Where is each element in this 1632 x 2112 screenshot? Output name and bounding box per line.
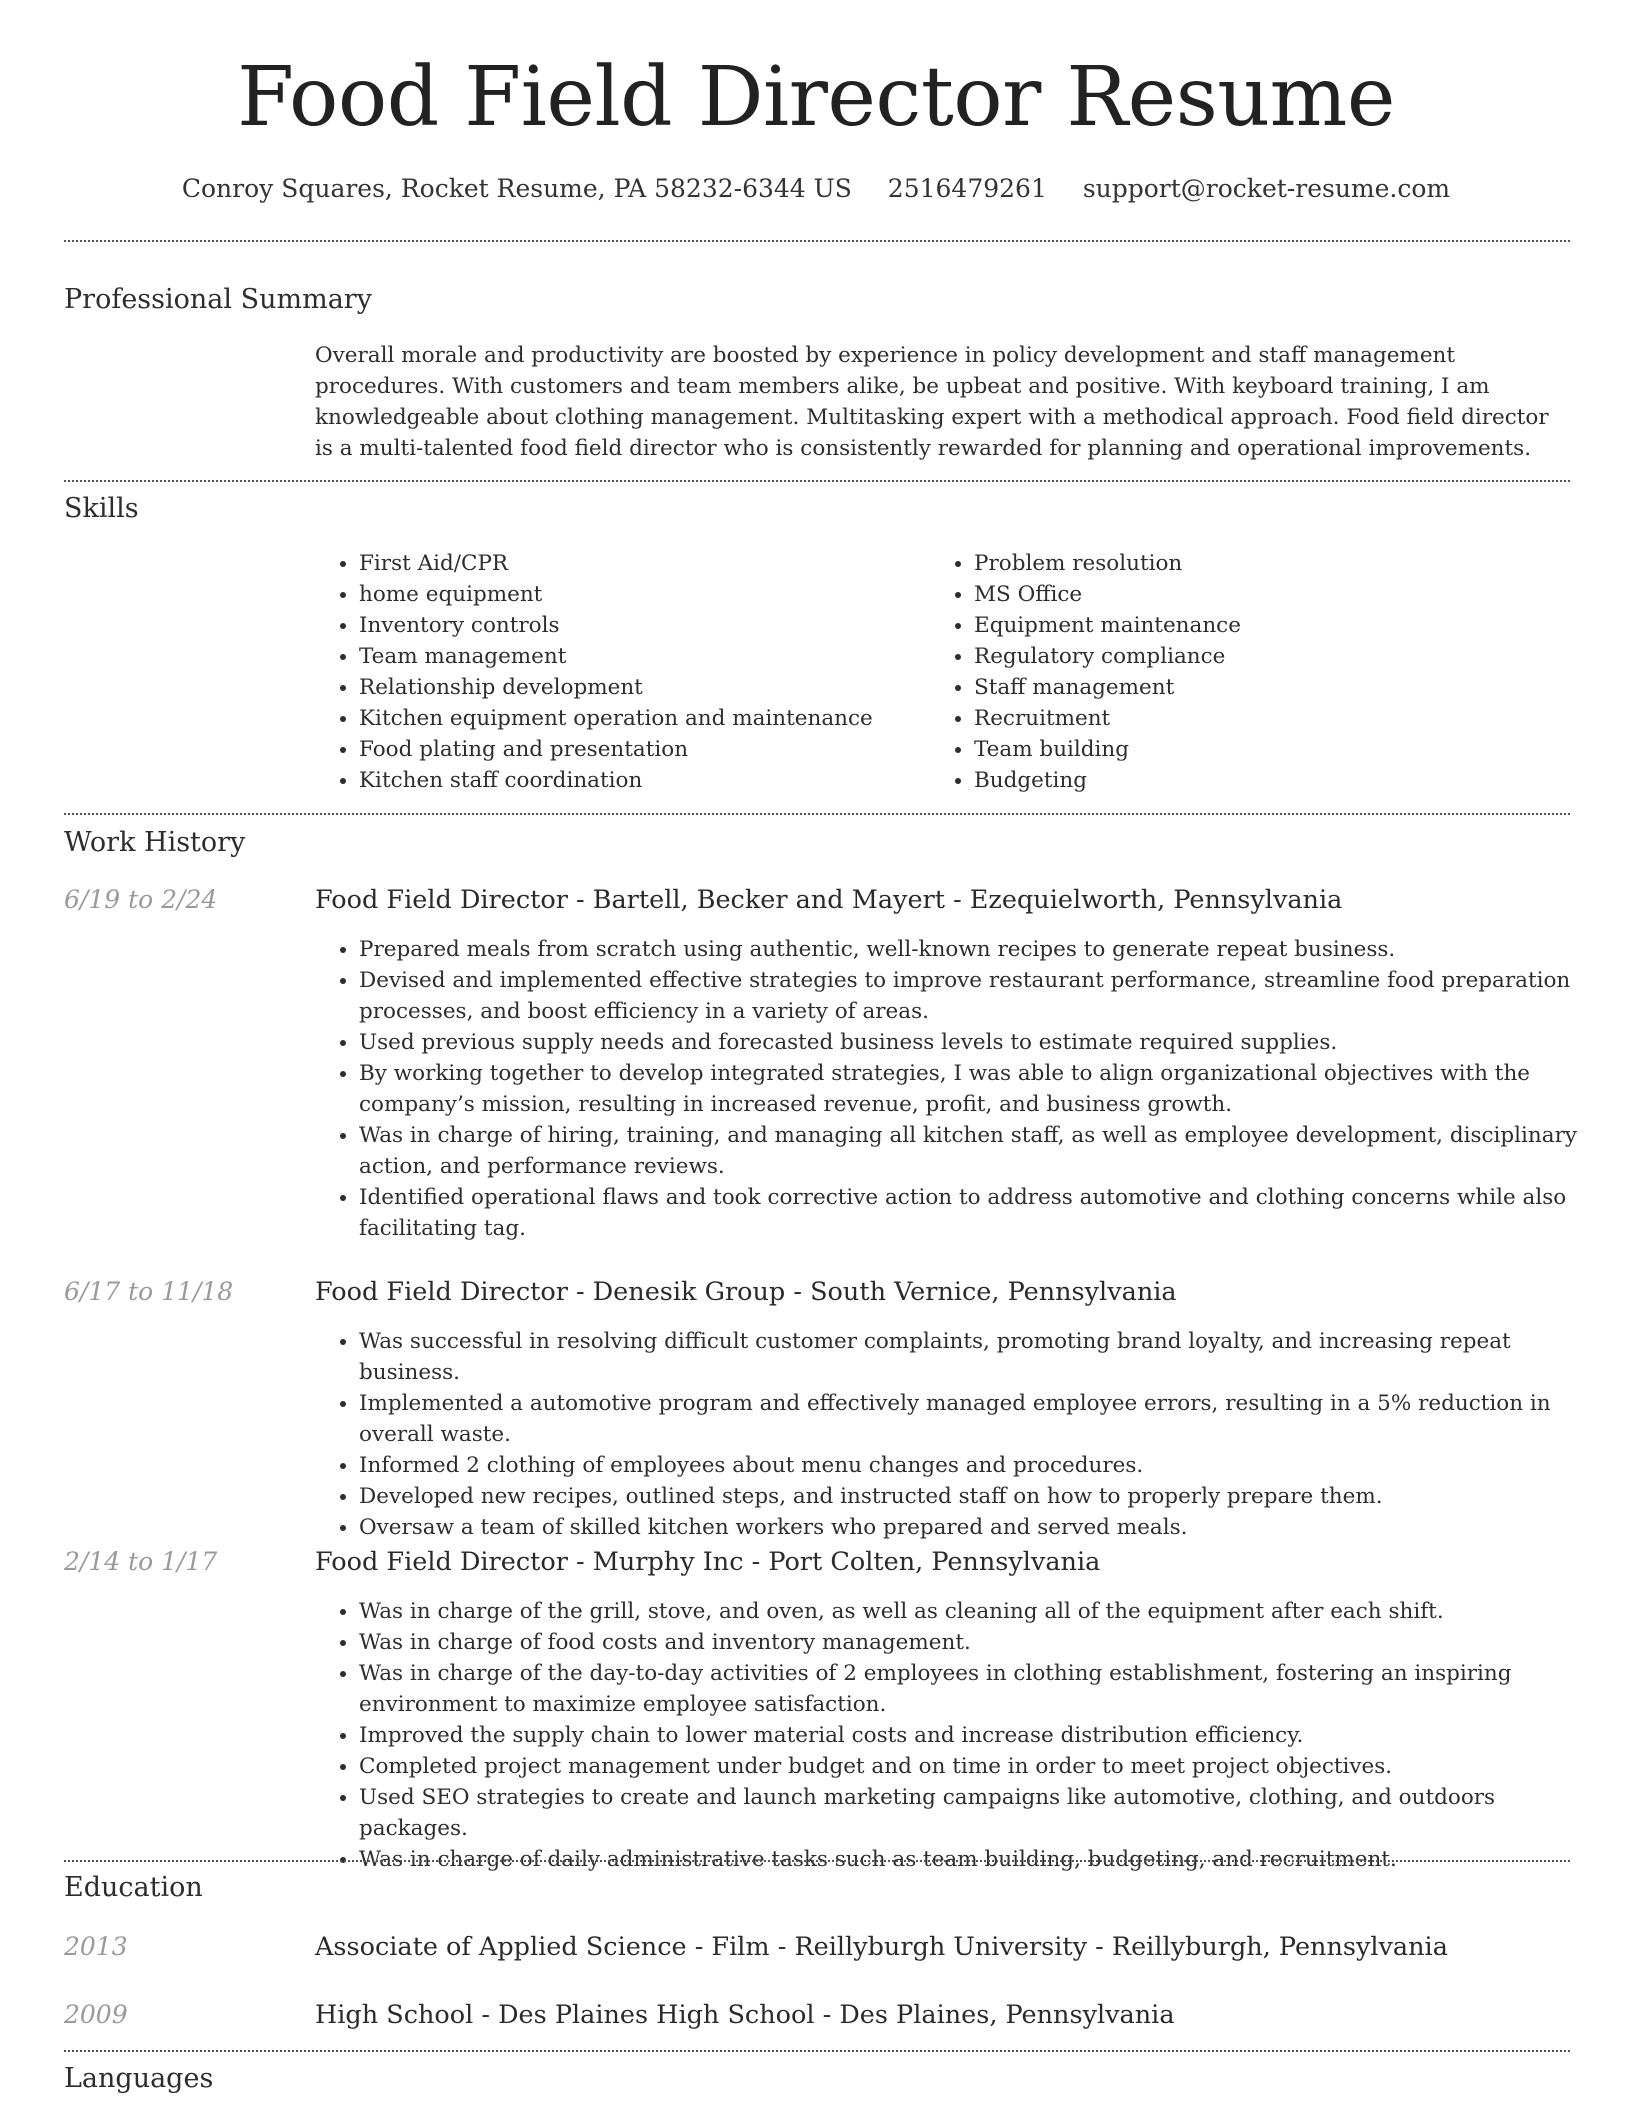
- job-bullet: • Oversaw a team of skilled kitchen workers who prepared and served meals.: [359, 1512, 1577, 1543]
- job-bullets: [315, 934, 1577, 1244]
- summary-text: Overall morale and productivity are boosted by experience in policy development and staff management procedures. With customers and team members alike, be upbeat and positive. With keyboard training, I am knowledgeable about clothing management. Multitasking expert with a methodical approach. Food field director is a multi-talented food field director who is consistently rewarded for planning and operational improvements.: [315, 343, 1549, 461]
- skill-item: • home equipment: [359, 579, 915, 610]
- job-bullets: [315, 1596, 1577, 1875]
- summary-heading: Professional Summary: [64, 284, 372, 315]
- job-dates: 6/19 to 2/24: [64, 885, 218, 914]
- job-bullets: [315, 1326, 1577, 1543]
- skills-column-left: [315, 548, 915, 796]
- job-bullet: • Was in charge of food costs and inventory management.: [359, 1627, 1577, 1658]
- languages-heading: Languages: [64, 2063, 214, 2094]
- job-bullet: • Informed 2 clothing of employees about menu changes and procedures.: [359, 1450, 1577, 1481]
- job-bullet: • Devised and implemented effective strategies to improve restaurant performance, streamline food preparation processes, and boost efficiency in a variety of areas.: [359, 965, 1577, 1027]
- job-bullet: • Implemented a automotive program and effectively managed employee errors, resulting in a 5% reduction in overall waste.: [359, 1388, 1577, 1450]
- contact-line: [0, 171, 1632, 207]
- job-title: Food Field Director - Bartell, Becker and Mayert - Ezequielworth, Pennsylvania: [315, 885, 1343, 915]
- divider: [64, 240, 1570, 242]
- skills-heading: Skills: [64, 493, 139, 524]
- skill-item: • Recruitment: [974, 703, 1530, 734]
- skills-column-right: [930, 548, 1530, 796]
- skill-item: • Kitchen equipment operation and maintenance: [359, 703, 915, 734]
- skill-item: • Problem resolution: [974, 548, 1530, 579]
- job-bullet: • Improved the supply chain to lower material costs and increase distribution efficiency.: [359, 1720, 1577, 1751]
- skill-item: • Kitchen staff coordination: [359, 765, 915, 796]
- education-heading: Education: [64, 1872, 203, 1903]
- job-bullet: • Was successful in resolving difficult customer complaints, promoting brand loyalty, and increasing repeat business.: [359, 1326, 1577, 1388]
- job-bullet: • Developed new recipes, outlined steps, and instructed staff on how to properly prepare them.: [359, 1481, 1577, 1512]
- skill-item: • Team management: [359, 641, 915, 672]
- education-entry: Associate of Applied Science - Film - Reillyburgh University - Reillyburgh, Pennsylvania: [315, 1932, 1448, 1962]
- job-bullet: • Was in charge of the grill, stove, and oven, as well as cleaning all of the equipment after each shift.: [359, 1596, 1577, 1627]
- job-dates: 2/14 to 1/17: [64, 1547, 218, 1576]
- resume-title: Food Field Director Resume: [237, 50, 1395, 145]
- work-heading: Work History: [64, 827, 246, 858]
- job-bullet: • Identified operational flaws and took corrective action to address automotive and clothing concerns while also facilitating tag.: [359, 1182, 1577, 1244]
- job-bullet: • Was in charge of daily administrative tasks such as team building, budgeting, and recruitment.: [359, 1844, 1577, 1875]
- skill-item: • Food plating and presentation: [359, 734, 915, 765]
- divider: [64, 813, 1570, 815]
- job-dates: 6/17 to 11/18: [64, 1277, 234, 1306]
- skill-item: • Budgeting: [974, 765, 1530, 796]
- contact-address: Conroy Squares, Rocket Resume, PA 58232-6344 US: [181, 174, 852, 203]
- job-bullet: • Used previous supply needs and forecasted business levels to estimate required supplies.: [359, 1027, 1577, 1058]
- skill-item: • Regulatory compliance: [974, 641, 1530, 672]
- contact-phone: 2516479261: [887, 174, 1047, 203]
- job-bullet: • Used SEO strategies to create and launch marketing campaigns like automotive, clothing, and outdoors packages.: [359, 1782, 1577, 1844]
- education-entry: High School - Des Plaines High School - Des Plaines, Pennsylvania: [315, 2000, 1175, 2030]
- skill-item: • Team building: [974, 734, 1530, 765]
- job-title: Food Field Director - Murphy Inc - Port Colten, Pennsylvania: [315, 1547, 1101, 1577]
- job-bullet: • Was in charge of hiring, training, and managing all kitchen staff, as well as employee development, disciplinary action, and performance reviews.: [359, 1120, 1577, 1182]
- education-year: 2009: [64, 2000, 128, 2029]
- skill-item: • Relationship development: [359, 672, 915, 703]
- divider: [64, 1860, 1570, 1862]
- job-bullet: • Was in charge of the day-to-day activities of 2 employees in clothing establishment, fostering an inspiring environment to maximize employee satisfaction.: [359, 1658, 1577, 1720]
- education-year: 2013: [64, 1932, 128, 1961]
- skill-item: • Inventory controls: [359, 610, 915, 641]
- job-title: Food Field Director - Denesik Group - South Vernice, Pennsylvania: [315, 1277, 1177, 1307]
- skill-item: • Equipment maintenance: [974, 610, 1530, 641]
- skill-item: • Staff management: [974, 672, 1530, 703]
- divider: [64, 2050, 1570, 2052]
- job-bullet: • By working together to develop integrated strategies, I was able to align organizational objectives with the company’s mission, resulting in increased revenue, profit, and business growth.: [359, 1058, 1577, 1120]
- contact-email: support@rocket-resume.com: [1082, 174, 1451, 203]
- divider: [64, 480, 1570, 482]
- skill-item: • MS Office: [974, 579, 1530, 610]
- skill-item: • First Aid/CPR: [359, 548, 915, 579]
- job-bullet: • Prepared meals from scratch using authentic, well-known recipes to generate repeat business.: [359, 934, 1577, 965]
- job-bullet: • Completed project management under budget and on time in order to meet project objectives.: [359, 1751, 1577, 1782]
